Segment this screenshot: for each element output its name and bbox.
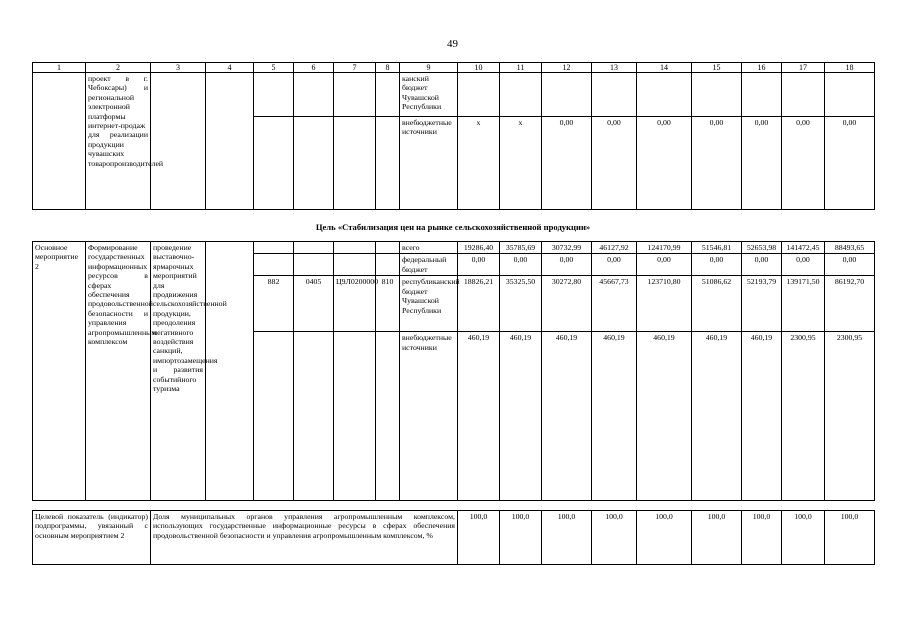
value-cell: 100,0 bbox=[782, 511, 825, 565]
header-col: 16 bbox=[742, 63, 782, 73]
value-cell: 141472,45 bbox=[782, 242, 825, 254]
value-cell: 460,19 bbox=[500, 332, 542, 501]
value-cell: 460,19 bbox=[592, 332, 637, 501]
value-cell: 139171,50 bbox=[782, 276, 825, 332]
header-col: 14 bbox=[637, 63, 692, 73]
value-cell: 51546,81 bbox=[692, 242, 742, 254]
header-col: 3 bbox=[151, 63, 206, 73]
indicator-description: Доля муниципальных органов управления агропромышленным комплексом, использующих государственные информационные ресурсы в сферах обеспечения продовольственной безопасности и управления агропромышленным комплексом, % bbox=[151, 511, 458, 565]
value-cell: 35325,50 bbox=[500, 276, 542, 332]
value-cell: 460,19 bbox=[692, 332, 742, 501]
funding-source: внебюджетные источники bbox=[400, 117, 458, 210]
value-cell: 18826,21 bbox=[458, 276, 500, 332]
header-col: 17 bbox=[782, 63, 825, 73]
header-col: 6 bbox=[294, 63, 334, 73]
value-cell: 86192,70 bbox=[825, 276, 875, 332]
value-cell: 51086,62 bbox=[692, 276, 742, 332]
header-col: 8 bbox=[376, 63, 400, 73]
value-cell: 100,0 bbox=[592, 511, 637, 565]
goal-heading: Цель «Стабилизация цен на рынке сельскохозяйственной продукции» bbox=[315, 222, 591, 232]
header-col: 5 bbox=[254, 63, 294, 73]
value-cell: 46127,92 bbox=[592, 242, 637, 254]
table-part-3 bbox=[32, 510, 875, 565]
value-cell: 0,00 bbox=[637, 254, 692, 276]
value-cell: 30272,80 bbox=[542, 276, 592, 332]
header-col: 12 bbox=[542, 63, 592, 73]
value-cell: x bbox=[458, 117, 500, 210]
project-description: проект в г. Чебоксары) и региональной электронной платформы интернет-продаж для реализации продукции чувашских товаропроизводителей bbox=[86, 73, 151, 210]
value-cell: 100,0 bbox=[542, 511, 592, 565]
value-cell: 0,00 bbox=[542, 254, 592, 276]
table-row bbox=[33, 242, 875, 254]
value-cell: 0,00 bbox=[742, 254, 782, 276]
header-col: 7 bbox=[334, 63, 376, 73]
value-cell: 30732,99 bbox=[542, 242, 592, 254]
value-cell: 0,00 bbox=[592, 117, 637, 210]
value-cell: 0,00 bbox=[742, 117, 782, 210]
value-cell: 2300,95 bbox=[782, 332, 825, 501]
value-cell: 88493,65 bbox=[825, 242, 875, 254]
value-cell: 45667,73 bbox=[592, 276, 637, 332]
value-cell: 100,0 bbox=[500, 511, 542, 565]
funding-source: внебюджетные источники bbox=[400, 332, 458, 501]
value-cell: 0,00 bbox=[825, 254, 875, 276]
code-cell: 882 bbox=[254, 276, 294, 332]
event-name: Основное мероприятие 2 bbox=[33, 242, 86, 501]
value-cell: 0,00 bbox=[692, 254, 742, 276]
header-col: 10 bbox=[458, 63, 500, 73]
value-cell: 460,19 bbox=[637, 332, 692, 501]
header-col: 2 bbox=[86, 63, 151, 73]
value-cell: 35785,69 bbox=[500, 242, 542, 254]
header-col: 13 bbox=[592, 63, 637, 73]
header-col: 11 bbox=[500, 63, 542, 73]
value-cell: 100,0 bbox=[692, 511, 742, 565]
value-cell: x bbox=[500, 117, 542, 210]
funding-source: республиканский бюджет Чувашской Республики bbox=[400, 276, 458, 332]
event-activities: проведение выставочно-ярмарочных мероприятий для продвижения сельскохозяйственной продукции, преодоления негативного воздействия санкций, импортозамещения и развития событийного туризма bbox=[151, 242, 206, 501]
value-cell: 0,00 bbox=[637, 117, 692, 210]
value-cell: 0,00 bbox=[458, 254, 500, 276]
value-cell: 124170,99 bbox=[637, 242, 692, 254]
value-cell: 0,00 bbox=[500, 254, 542, 276]
header-row bbox=[33, 63, 875, 73]
value-cell: 0,00 bbox=[692, 117, 742, 210]
table-part-2 bbox=[32, 241, 875, 501]
value-cell: 0,00 bbox=[542, 117, 592, 210]
value-cell: 100,0 bbox=[825, 511, 875, 565]
code-cell: 0405 bbox=[294, 276, 334, 332]
header-col: 9 bbox=[400, 63, 458, 73]
value-cell: 2300,95 bbox=[825, 332, 875, 501]
table-part-1 bbox=[32, 62, 875, 210]
code-cell: 810 bbox=[376, 276, 400, 332]
value-cell: 460,19 bbox=[458, 332, 500, 501]
value-cell: 100,0 bbox=[742, 511, 782, 565]
value-cell: 100,0 bbox=[637, 511, 692, 565]
page-number: 49 bbox=[447, 38, 458, 50]
code-cell: Ц9Л0200000 bbox=[334, 276, 376, 332]
table-row bbox=[33, 511, 875, 565]
header-col: 18 bbox=[825, 63, 875, 73]
value-cell: 0,00 bbox=[782, 117, 825, 210]
value-cell: 460,19 bbox=[542, 332, 592, 501]
value-cell: 0,00 bbox=[592, 254, 637, 276]
value-cell: 52193,79 bbox=[742, 276, 782, 332]
header-col: 4 bbox=[206, 63, 254, 73]
indicator-label: Целевой показатель (индикатор) подпрограммы, увязанный с основным мероприятием 2 bbox=[33, 511, 151, 565]
funding-source: всего bbox=[400, 242, 458, 254]
funding-source: федеральный бюджет bbox=[400, 254, 458, 276]
header-col: 15 bbox=[692, 63, 742, 73]
value-cell: 123710,80 bbox=[637, 276, 692, 332]
funding-source: канский бюджет Чувашской Республики bbox=[400, 73, 458, 117]
value-cell: 0,00 bbox=[825, 117, 875, 210]
event-description: Формирование государственных информационных ресурсов в сферах обеспечения продовольственной безопасности и управления агропромышленным комплексом bbox=[86, 242, 151, 501]
value-cell: 460,19 bbox=[742, 332, 782, 501]
header-col: 1 bbox=[33, 63, 86, 73]
value-cell: 0,00 bbox=[782, 254, 825, 276]
table-row bbox=[33, 73, 875, 117]
value-cell: 100,0 bbox=[458, 511, 500, 565]
value-cell: 52653,98 bbox=[742, 242, 782, 254]
value-cell: 19286,40 bbox=[458, 242, 500, 254]
